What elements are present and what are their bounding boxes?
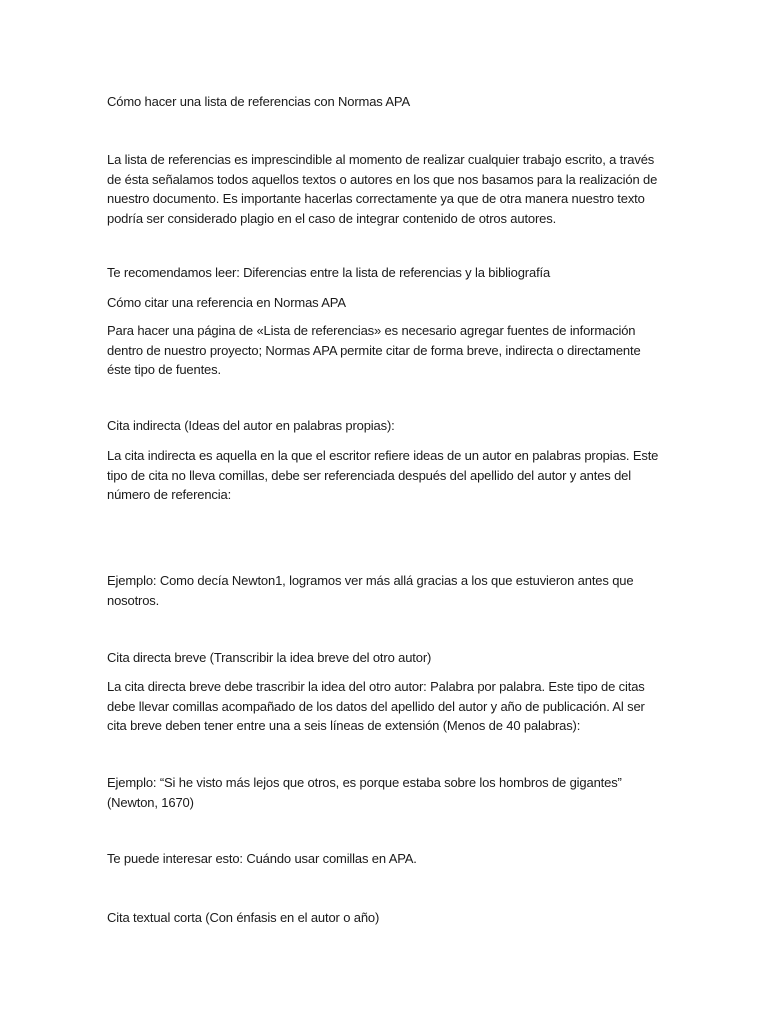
heading-cite-reference: Cómo citar una referencia en Normas APA	[107, 295, 346, 310]
indirect-paragraph: La cita indirecta es aquella en la que el escritor refiere ideas de un autor en palabras propias. Este tipo de cita no lleva comillas, debe ser referenciada después del apellido del autor y antes del número de referencia:	[107, 448, 659, 502]
example-direct: Ejemplo: “Si he visto más lejos que otros, es porque estaba sobre los hombros de gigantes” (Newton, 1670)	[107, 775, 622, 810]
intro-paragraph: La lista de referencias es imprescindible al momento de realizar cualquier trabajo escrito, a través de ésta señalamos todos aquellos textos o autores en los que nos basamos para la realización de nuestro documento. Es importante hacerlas correctamente ya que de otra manera nuestro texto podría ser considerado plagio en el caso de integrar contenido de otros autores.	[107, 152, 658, 226]
recommend-link-text: Te recomendamos leer: Diferencias entre la lista de referencias y la bibliografía	[107, 265, 551, 280]
document-title: Cómo hacer una lista de referencias con Normas APA	[107, 94, 410, 109]
direct-paragraph: La cita directa breve debe trascribir la idea del otro autor: Palabra por palabra. Este tipo de citas debe llevar comillas acompañado de los datos del apellido del autor y año de publicación. Al ser cita breve deben tener entre una a seis líneas de extensión (Menos de 40 palabras):	[107, 679, 645, 733]
heading-indirect-citation: Cita indirecta (Ideas del autor en palabras propias):	[107, 418, 395, 433]
heading-direct-citation: Cita directa breve (Transcribir la idea breve del otro autor)	[107, 650, 432, 665]
interest-link-text: Te puede interesar esto: Cuándo usar comillas en APA.	[107, 851, 417, 866]
heading-textual-citation: Cita textual corta (Con énfasis en el autor o año)	[107, 910, 380, 925]
cite-paragraph: Para hacer una página de «Lista de referencias» es necesario agregar fuentes de información dentro de nuestro proyecto; Normas APA permite citar de forma breve, indirecta o directamente éste tipo de fuentes.	[107, 323, 641, 377]
example-indirect: Ejemplo: Como decía Newton1, logramos ver más allá gracias a los que estuvieron antes que nosotros.	[107, 573, 634, 608]
